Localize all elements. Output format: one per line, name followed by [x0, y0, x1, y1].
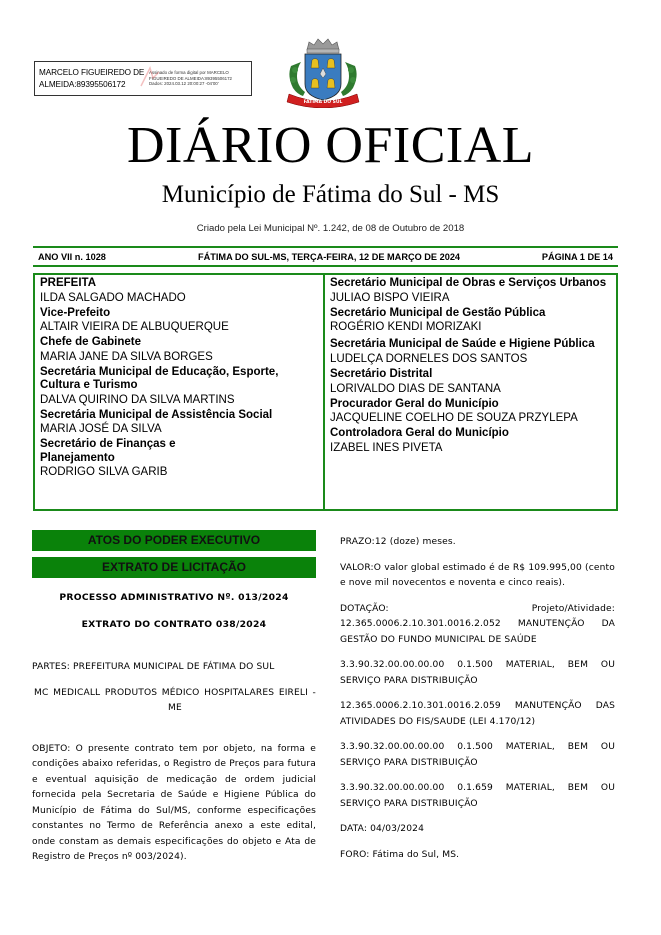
staff-name: MARIA JANE DA SILVA BORGES	[40, 350, 213, 363]
municipal-staff-box	[33, 273, 618, 511]
staff-role: Secretário Municipal de Gestão Pública	[330, 306, 546, 319]
staff-role: Secretária Municipal de Assistência Social	[40, 408, 273, 421]
staff-name: LORIVALDO DIAS DE SANTANA	[330, 382, 501, 395]
value-text: VALOR:O valor global estimado é de R$ 109.995,00 (cento e nove mil novecentos e noventa e cinco reais).	[340, 562, 615, 588]
publication-title: DIÁRIO OFICIAL	[126, 117, 535, 174]
staff-name: ROGÉRIO KENDI MORIZAKI	[330, 321, 482, 333]
staff-column-right	[325, 275, 616, 509]
contract-number: EXTRATO DO CONTRATO 038/2024	[81, 619, 267, 630]
issue-info-bar	[33, 246, 618, 267]
staff-role: Secretário Distrital	[330, 368, 433, 380]
staff-role: Secretário de Finanças e Planejamento	[40, 438, 176, 464]
signature-metadata	[149, 70, 232, 86]
edition-number: ANO VII n. 1028	[38, 251, 106, 262]
budget-item: 3.3.90.32.00.00.00.00 0.1.659 MATERIAL, BEM OU SERVIÇO PARA DISTRIBUIÇÃO	[340, 783, 615, 809]
staff-role: Vice-Prefeito	[40, 306, 111, 319]
staff-name: JULIAO BISPO VIEIRA	[330, 291, 450, 304]
right-text-column	[340, 535, 615, 863]
staff-name: IZABEL INES PIVETA	[330, 441, 443, 454]
jurisdiction-text: FORO: Fátima do Sul, MS.	[340, 849, 460, 860]
budget-item: 12.365.0006.2.10.301.0016.2.059 MANUTENÇÃO DAS ATIVIDADES DO FIS/SAUDE (LEI 4.170/12)	[340, 701, 615, 727]
section-header-executive-acts: ATOS DO PODER EXECUTIVO	[32, 530, 316, 551]
staff-name: JACQUELINE COELHO DE SOUZA PRZYLEPA	[330, 412, 578, 424]
staff-role: Procurador Geral do Município	[330, 397, 499, 410]
section-header-bidding-extract: EXTRATO DE LICITAÇÃO	[32, 557, 316, 578]
allocation-text: 12.365.0006.2.10.301.0016.2.052 MANUTENÇÃO DA GESTÃO DO FUNDO MUNICIPAL DE SAÚDE	[340, 619, 615, 645]
issue-date-place: FÁTIMA DO SUL-MS, TERÇA-FEIRA, 12 DE MARÇO DE 2024	[198, 251, 461, 262]
staff-name: RODRIGO SILVA GARIB	[40, 466, 168, 478]
staff-role: Secretária Municipal de Educação, Esporte, Cultura e Turismo	[40, 365, 279, 391]
process-number: PROCESSO ADMINISTRATIVO Nº. 013/2024	[59, 592, 289, 603]
staff-role: Controladora Geral do Município	[330, 427, 509, 439]
staff-name: MARIA JOSÉ DA SILVA	[40, 423, 162, 435]
staff-name: ALTAIR VIEIRA DE ALBUQUERQUE	[40, 321, 229, 333]
signer-name	[39, 67, 147, 91]
crest-ribbon-text: FÁTIMA DO SUL	[303, 100, 343, 105]
allocation-header	[340, 602, 615, 618]
staff-role: Secretária Municipal de Saúde e Higiene Pública	[330, 338, 595, 350]
signature-meta-line3: Dados: 2024.03.12 20:00:27 -04'00'	[149, 81, 219, 87]
signature-meta-line1: Assinado de forma digital por MARCELO	[149, 70, 229, 76]
staff-role: Chefe de Gabinete	[40, 336, 141, 348]
staff-role: Secretário Municipal de Obras e Serviços Urbanos	[330, 277, 607, 289]
parties-text: PARTES: PREFEITURA MUNICIPAL DE FÁTIMA DO SUL	[32, 662, 275, 672]
staff-name: ILDA SALGADO MACHADO	[40, 291, 186, 304]
publication-subtitle: Município de Fátima do Sul - MS	[161, 181, 500, 208]
budget-item: 3.3.90.32.00.00.00.00 0.1.500 MATERIAL, BEM OU SERVIÇO PARA DISTRIBUIÇÃO	[340, 742, 615, 768]
contract-object-text: OBJETO: O presente contrato tem por objeto, na forma e condições abaixo referidas, o Registro de Preços para futura e eventual aquisição de medicação de ordem judicial fornecida pela Secretaria de Saúde e Higiene Pública do Município de Fátima do Sul/MS, conforme especificações constantes no Termo de Referência anexo a este edital, onde constam as demais especificações do objeto e Ata de Registro de Preços nº 003/2024).	[32, 743, 316, 862]
allocation-label: DOTAÇÃO:	[340, 603, 389, 614]
budget-item: 3.3.90.32.00.00.00.00 0.1.500 MATERIAL, BEM OU SERVIÇO PARA DISTRIBUIÇÃO	[340, 660, 615, 686]
signature-watermark-icon	[139, 66, 161, 88]
project-activity-label: Projeto/Atividade:	[531, 603, 615, 614]
signer-name-line2: ALMEIDA:89395506172	[39, 79, 126, 89]
staff-name: LUDELÇA DORNELES DOS SANTOS	[330, 353, 528, 365]
contract-date: DATA: 04/03/2024	[340, 824, 425, 834]
page-indicator: PÁGINA 1 DE 14	[541, 251, 613, 262]
term-text: PRAZO:12 (doze) meses.	[340, 537, 456, 547]
staff-name: DALVA QUIRINO DA SILVA MARTINS	[40, 393, 235, 406]
creation-law-note: Criado pela Lei Municipal Nº. 1.242, de 08 de Outubro de 2018	[196, 223, 465, 234]
staff-role: PREFEITA	[40, 277, 97, 289]
coat-of-arms-icon	[283, 36, 363, 108]
signature-meta-line2: FIGUEIREDO DE ALMEIDA:89395506172	[149, 75, 232, 81]
signer-name-line1: MARCELO FIGUEIREDO DE	[39, 67, 145, 77]
left-text-column	[32, 530, 316, 866]
digital-signature-stamp	[34, 61, 252, 96]
staff-column-left	[35, 275, 325, 509]
contractor-company: MC MEDICALL PRODUTOS MÉDICO HOSPITALARES EIRELI - ME	[34, 687, 316, 713]
